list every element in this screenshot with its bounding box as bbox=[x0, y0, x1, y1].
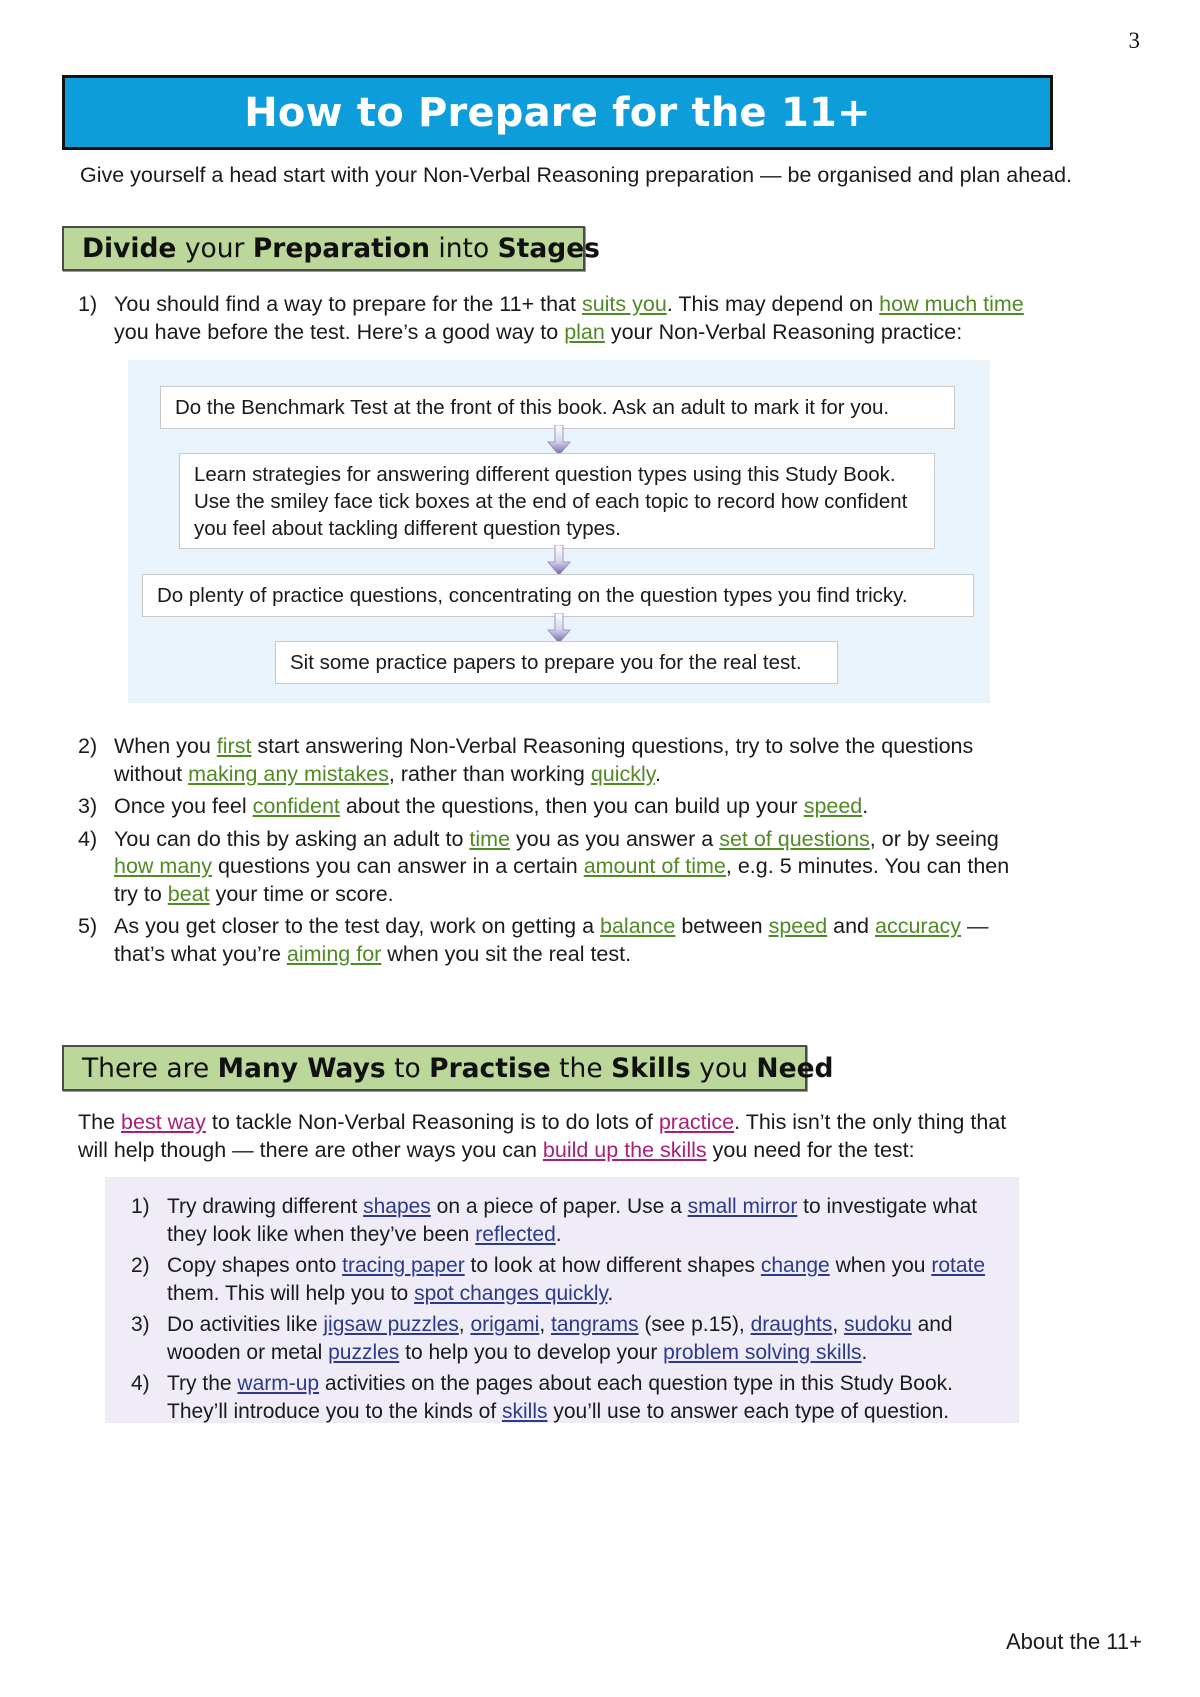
page-footer: About the 11+ bbox=[1006, 1629, 1142, 1654]
section2-header-part6: Skills bbox=[611, 1052, 691, 1084]
inline-link: warm-up bbox=[237, 1372, 320, 1395]
list-item bbox=[131, 1311, 1001, 1367]
inline-link: tangrams bbox=[551, 1313, 639, 1336]
list-item-number: 1) bbox=[78, 292, 98, 316]
section-header-divide-preparation bbox=[62, 226, 600, 271]
flow-step-box-2 bbox=[179, 453, 935, 549]
section2-header-part5: the bbox=[559, 1052, 603, 1084]
inline-link: set of questions bbox=[719, 826, 870, 851]
list-item-text: As you get closer to the test day, work on getting a balance between speed and accuracy — that’s what you’re aiming for when you sit the real test. bbox=[114, 914, 989, 966]
inline-link: confident bbox=[252, 794, 340, 818]
section1-header-part1: Divide bbox=[82, 233, 177, 264]
inline-link: balance bbox=[600, 914, 676, 938]
section2-header-part7: you bbox=[699, 1052, 748, 1084]
list-item bbox=[131, 1252, 1001, 1308]
inline-link: small mirror bbox=[687, 1195, 798, 1218]
section2-header-part1: There are bbox=[82, 1052, 210, 1084]
inline-link: amount of time bbox=[583, 854, 726, 878]
page-number: 3 bbox=[1128, 28, 1140, 53]
list-item-text: Do activities like jigsaw puzzles, origami, tangrams (see p.15), draughts, sudoku and wooden or metal puzzles to help you to develop your problem solving skills. bbox=[167, 1313, 953, 1364]
practice-ideas-list bbox=[131, 1193, 1001, 1429]
flow-step-3-text: Do plenty of practice questions, concentrating on the question types you find tricky. bbox=[157, 584, 908, 607]
inline-link: reflected bbox=[475, 1223, 556, 1246]
section-header-many-ways bbox=[62, 1045, 834, 1091]
flow-step-box-4 bbox=[275, 641, 838, 684]
inline-link: first bbox=[216, 734, 252, 758]
section2-intro-paragraph: The best way to tackle Non-Verbal Reasoning is to do lots of practice. This isn’t the only thing that will help though — there are other ways you can build up the skills you need for the test: bbox=[78, 1110, 1007, 1162]
inline-link: suits you bbox=[581, 292, 667, 316]
inline-link: jigsaw puzzles bbox=[323, 1313, 459, 1336]
list-item-number: 5) bbox=[78, 914, 98, 938]
inline-link: speed bbox=[768, 914, 828, 938]
section2-header-part8: Need bbox=[756, 1052, 834, 1084]
inline-link: making any mistakes bbox=[188, 761, 389, 786]
flow-step-2-text: Learn strategies for answering different question types using this Study Book. Use the smiley face tick boxes at the end of each topic to record how confident you feel about tackling different question types. bbox=[194, 462, 908, 540]
list-item-text: Copy shapes onto tracing paper to look at how different shapes change when you rotate them. This will help you to spot changes quickly. bbox=[167, 1254, 986, 1305]
inline-link: aiming for bbox=[286, 941, 382, 966]
list-item-text: You should find a way to prepare for the 11+ that suits you. This may depend on how much time you have before the test. Here’s a good way to plan your Non-Verbal Reasoning practice: bbox=[114, 292, 1024, 344]
section2-header-part4: Practise bbox=[429, 1052, 551, 1084]
inline-link: quickly bbox=[590, 761, 655, 786]
list-item bbox=[131, 1193, 1001, 1249]
inline-link: puzzles bbox=[328, 1341, 400, 1364]
list-item bbox=[78, 733, 1038, 788]
list-item-text: When you first start answering Non-Verbal Reasoning questions, try to solve the questions without making any mistakes, rather than working quickly. bbox=[114, 734, 974, 786]
inline-link: accuracy bbox=[875, 914, 962, 938]
inline-link: beat bbox=[167, 881, 210, 906]
section1-header-text bbox=[82, 233, 600, 264]
inline-link: problem solving skills bbox=[663, 1341, 862, 1364]
preparation-flow-diagram bbox=[128, 360, 990, 703]
section2-header-part2: Many Ways bbox=[217, 1052, 386, 1084]
page-title: How to Prepare for the 11+ bbox=[244, 89, 871, 136]
inline-link: plan bbox=[564, 319, 605, 344]
section1-header-part4: into bbox=[438, 233, 490, 264]
list-item-number: 4) bbox=[78, 826, 98, 851]
inline-link: change bbox=[760, 1254, 830, 1277]
list-item-text: Try drawing different shapes on a piece of paper. Use a small mirror to investigate what they look like when they’ve been reflected. bbox=[167, 1195, 978, 1246]
section1-list-intro bbox=[78, 291, 1038, 348]
section1-list-rest bbox=[78, 733, 1038, 973]
section2-header-text bbox=[82, 1053, 834, 1084]
section1-header-part3: Preparation bbox=[252, 233, 430, 264]
down-arrow-icon bbox=[546, 545, 572, 575]
down-arrow-icon bbox=[546, 425, 572, 455]
inline-link: tracing paper bbox=[342, 1254, 465, 1277]
inline-link: how many bbox=[114, 854, 212, 878]
list-item bbox=[78, 291, 1038, 346]
flow-step-1-text: Do the Benchmark Test at the front of this book. Ask an adult to mark it for you. bbox=[175, 396, 890, 419]
list-item bbox=[78, 913, 1038, 968]
inline-link: build up the skills bbox=[542, 1138, 707, 1162]
inline-link: rotate bbox=[931, 1254, 986, 1277]
list-item-number: 4) bbox=[131, 1372, 150, 1395]
inline-link: origami bbox=[470, 1313, 540, 1336]
section1-header-part2: your bbox=[184, 233, 245, 264]
down-arrow-icon bbox=[546, 613, 572, 643]
inline-link: speed bbox=[803, 794, 863, 818]
flow-step-box-3 bbox=[142, 574, 974, 617]
list-item-number: 3) bbox=[131, 1313, 150, 1336]
list-item-text: Once you feel confident about the questions, then you can build up your speed. bbox=[114, 794, 869, 818]
inline-link: draughts bbox=[750, 1313, 833, 1336]
inline-link: how much time bbox=[879, 292, 1024, 316]
list-item bbox=[131, 1370, 1001, 1426]
flow-step-4-text: Sit some practice papers to prepare you for the real test. bbox=[290, 651, 802, 674]
page-title-banner bbox=[62, 75, 1053, 150]
inline-link: practice bbox=[658, 1110, 735, 1134]
inline-link: best way bbox=[121, 1110, 206, 1134]
list-item-text: You can do this by asking an adult to time you as you answer a set of questions, or by seeing how many questions you can answer in a certain amount of time, e.g. 5 minutes. You can then try to beat your time or score. bbox=[114, 826, 1010, 906]
list-item-number: 2) bbox=[78, 734, 98, 758]
inline-link: skills bbox=[502, 1400, 548, 1423]
intro-paragraph: Give yourself a head start with your Non-Verbal Reasoning preparation — be organised and plan ahead. bbox=[80, 163, 1073, 187]
flow-step-box-1 bbox=[160, 386, 955, 429]
list-item bbox=[78, 793, 1038, 821]
inline-link: time bbox=[469, 826, 511, 851]
inline-link: spot changes quickly bbox=[414, 1282, 608, 1305]
inline-link: sudoku bbox=[844, 1313, 912, 1336]
practice-ideas-panel bbox=[105, 1177, 1019, 1423]
section2-header-part3: to bbox=[394, 1052, 421, 1084]
list-item-text: Try the warm-up activities on the pages about each question type in this Study Book. They’ll introduce you to the kinds of skills you’ll use to answer each type of question. bbox=[167, 1372, 954, 1423]
list-item-number: 1) bbox=[131, 1195, 150, 1218]
inline-link: shapes bbox=[363, 1195, 431, 1218]
list-item bbox=[78, 826, 1038, 909]
list-item-number: 3) bbox=[78, 794, 98, 818]
list-item-number: 2) bbox=[131, 1254, 150, 1277]
section1-header-part5: Stages bbox=[497, 233, 600, 264]
